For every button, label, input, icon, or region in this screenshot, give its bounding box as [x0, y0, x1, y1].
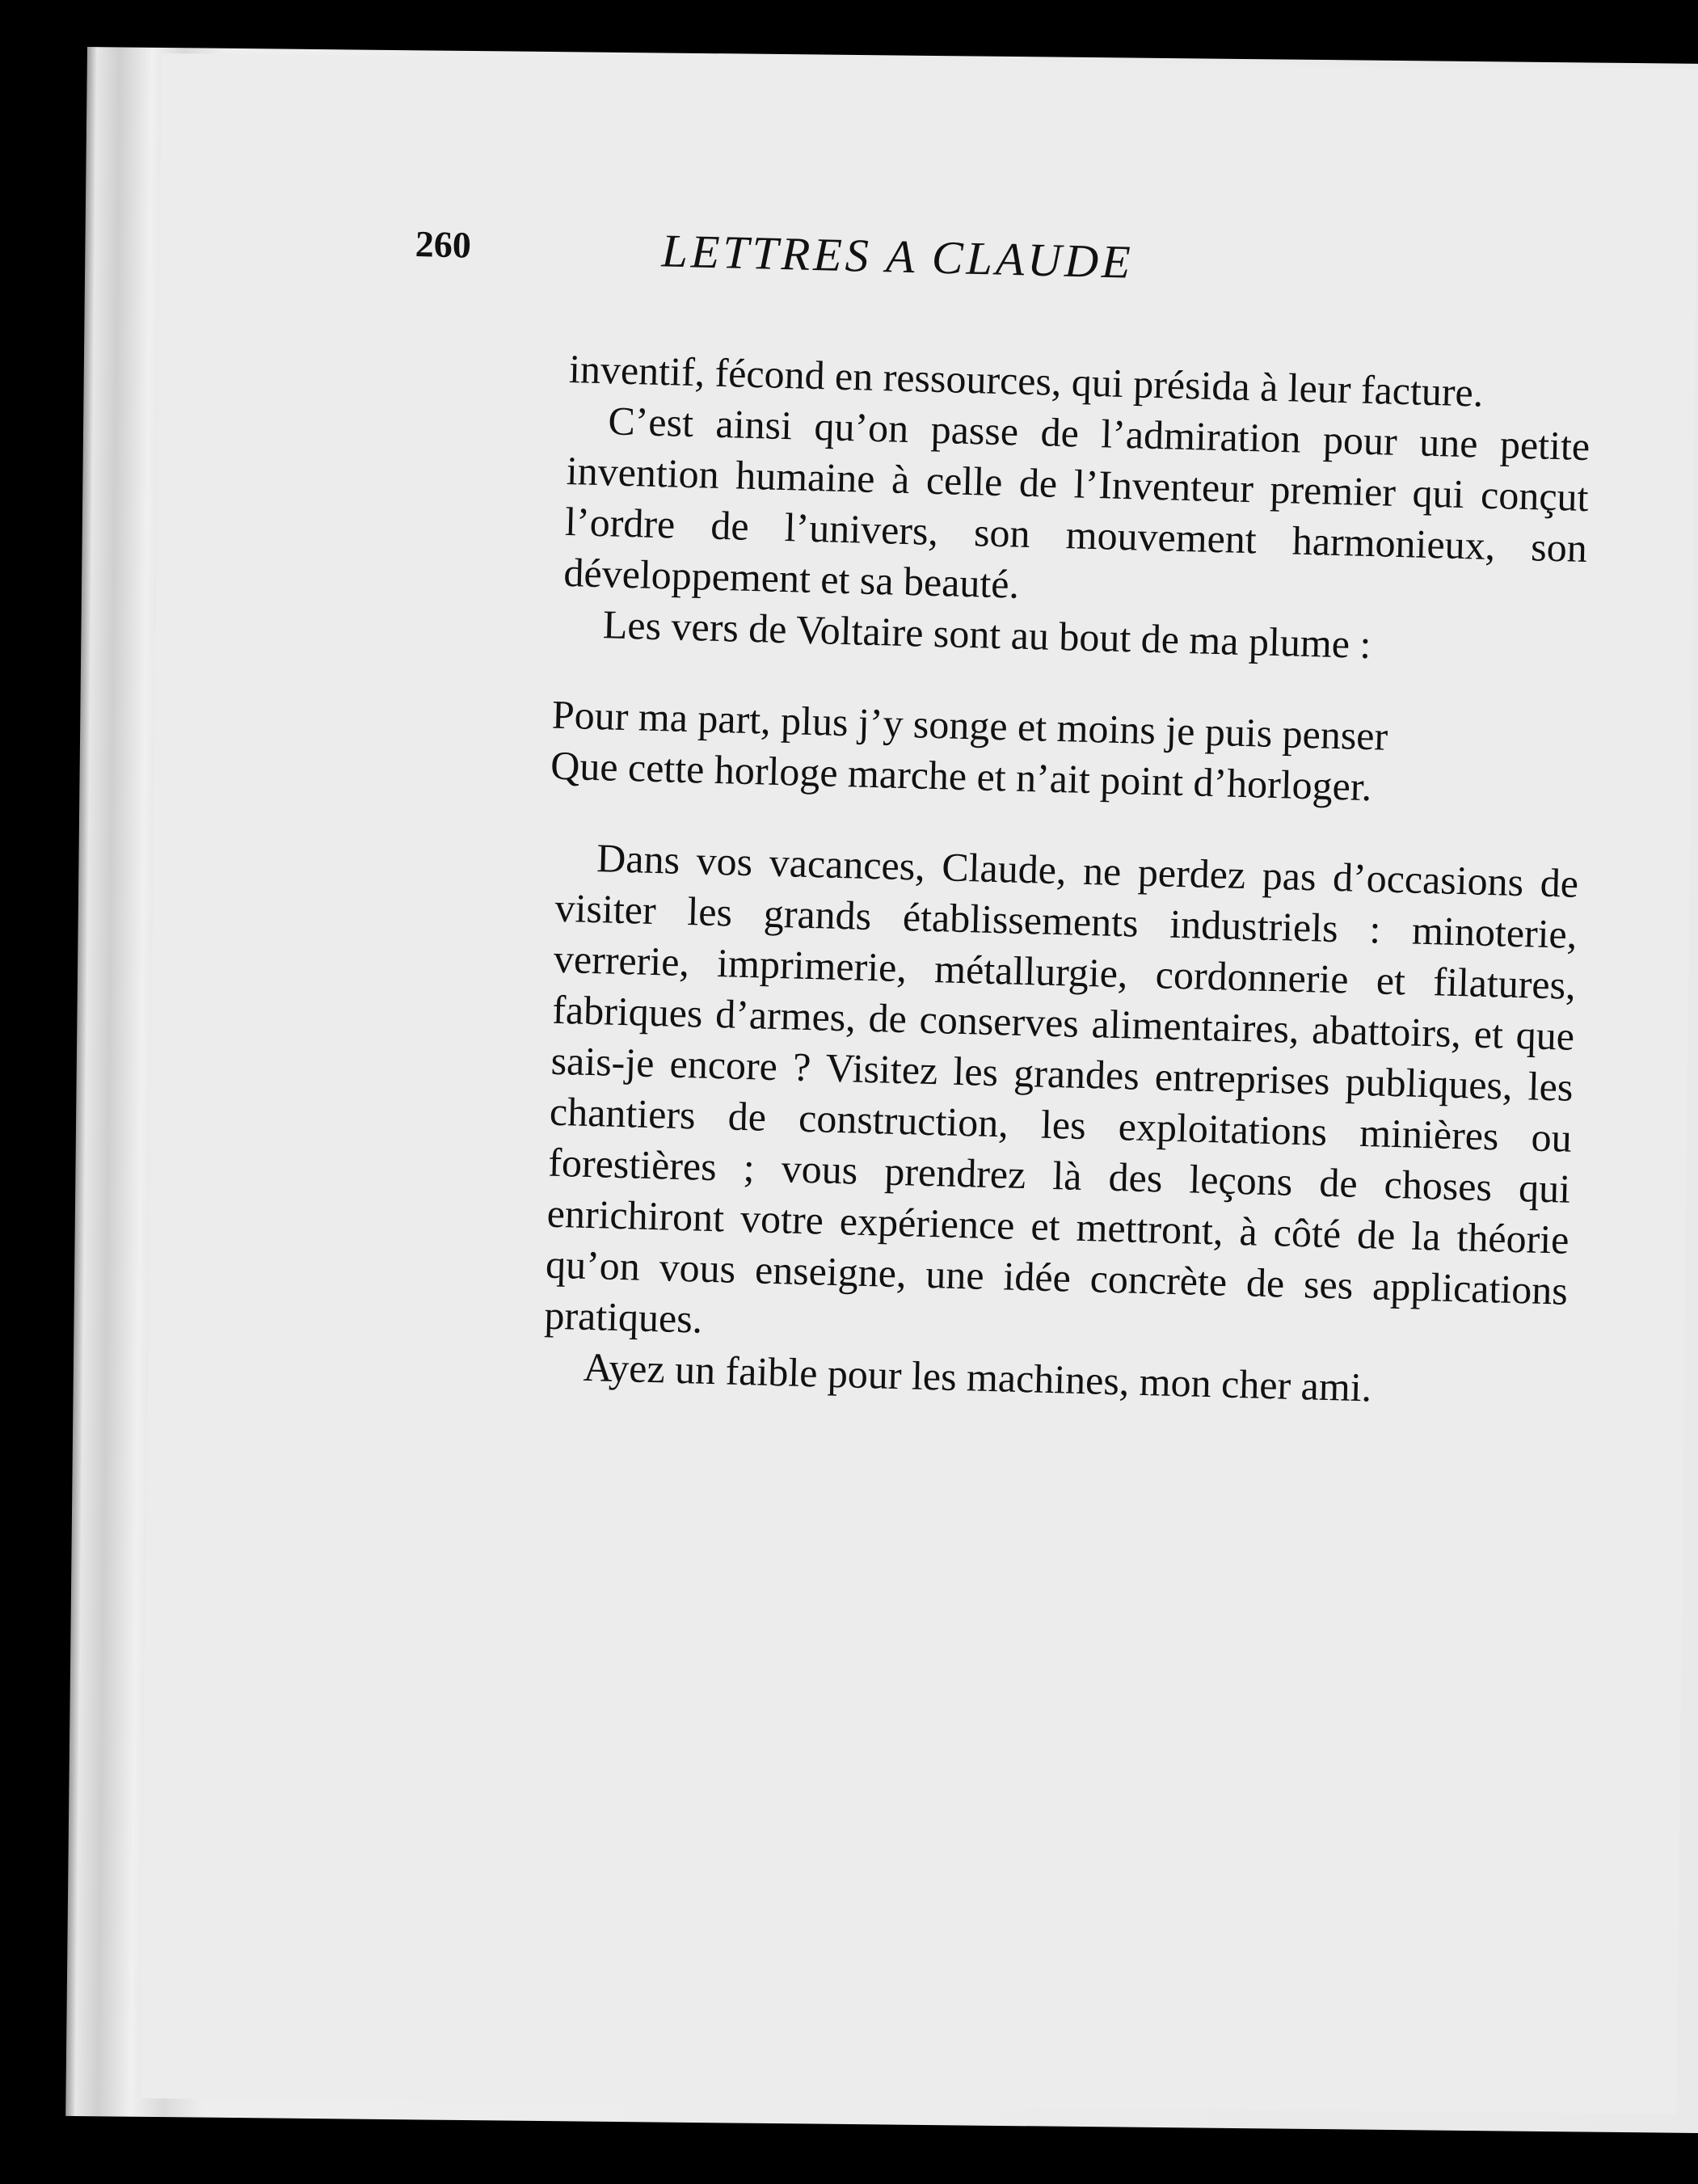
paragraph-4: Dans vos vacances, Claude, ne perdez pas d’occasions de visiter les grands établissements industriels : minoterie, verrerie, imprimerie, métallurgie, cordonnerie et filatures, fabriques d’armes, de conserves alimentaires, abattoirs, et que sais-je encore ? Visitez les grandes entreprises publiques, les chantiers de construction, les exploitations minières ou forestières ; vous prendrez là des leçons de choses qui enrichiront votre expérience et mettront, à côté de la théorie qu’on vous enseigne, une idée concrète de ses applications pratiques.: [543, 835, 1579, 1342]
verse-quote: [550, 689, 1583, 818]
paragraph-3: Les vers de Voltaire sont au bout de ma plume :: [602, 601, 1372, 668]
running-title: LETTRES A CLAUDE: [660, 224, 1135, 289]
paragraph-1: inventif, fécond en ressources, qui présida à leur facture.: [568, 345, 1485, 415]
paragraph-2: C’est ainsi qu’on passe de l’admiration pour une petite invention humaine à celle de l’Inventeur premier qui conçut l’ordre de l’univers, son mouvement harmonieux, son développement et sa beauté.: [562, 398, 1591, 607]
scan-speck: [1188, 2174, 1198, 2184]
verse-line-1: Pour ma part, plus j’y songe et moins je puis penser: [551, 691, 1388, 759]
body-text: [542, 344, 1592, 1419]
verse-line-2: Que cette horloge marche et n’ait point d’horloger.: [550, 742, 1373, 810]
page-number: 260: [415, 222, 472, 266]
paragraph-5: Ayez un faible pour les machines, mon cher ami.: [583, 1343, 1372, 1410]
